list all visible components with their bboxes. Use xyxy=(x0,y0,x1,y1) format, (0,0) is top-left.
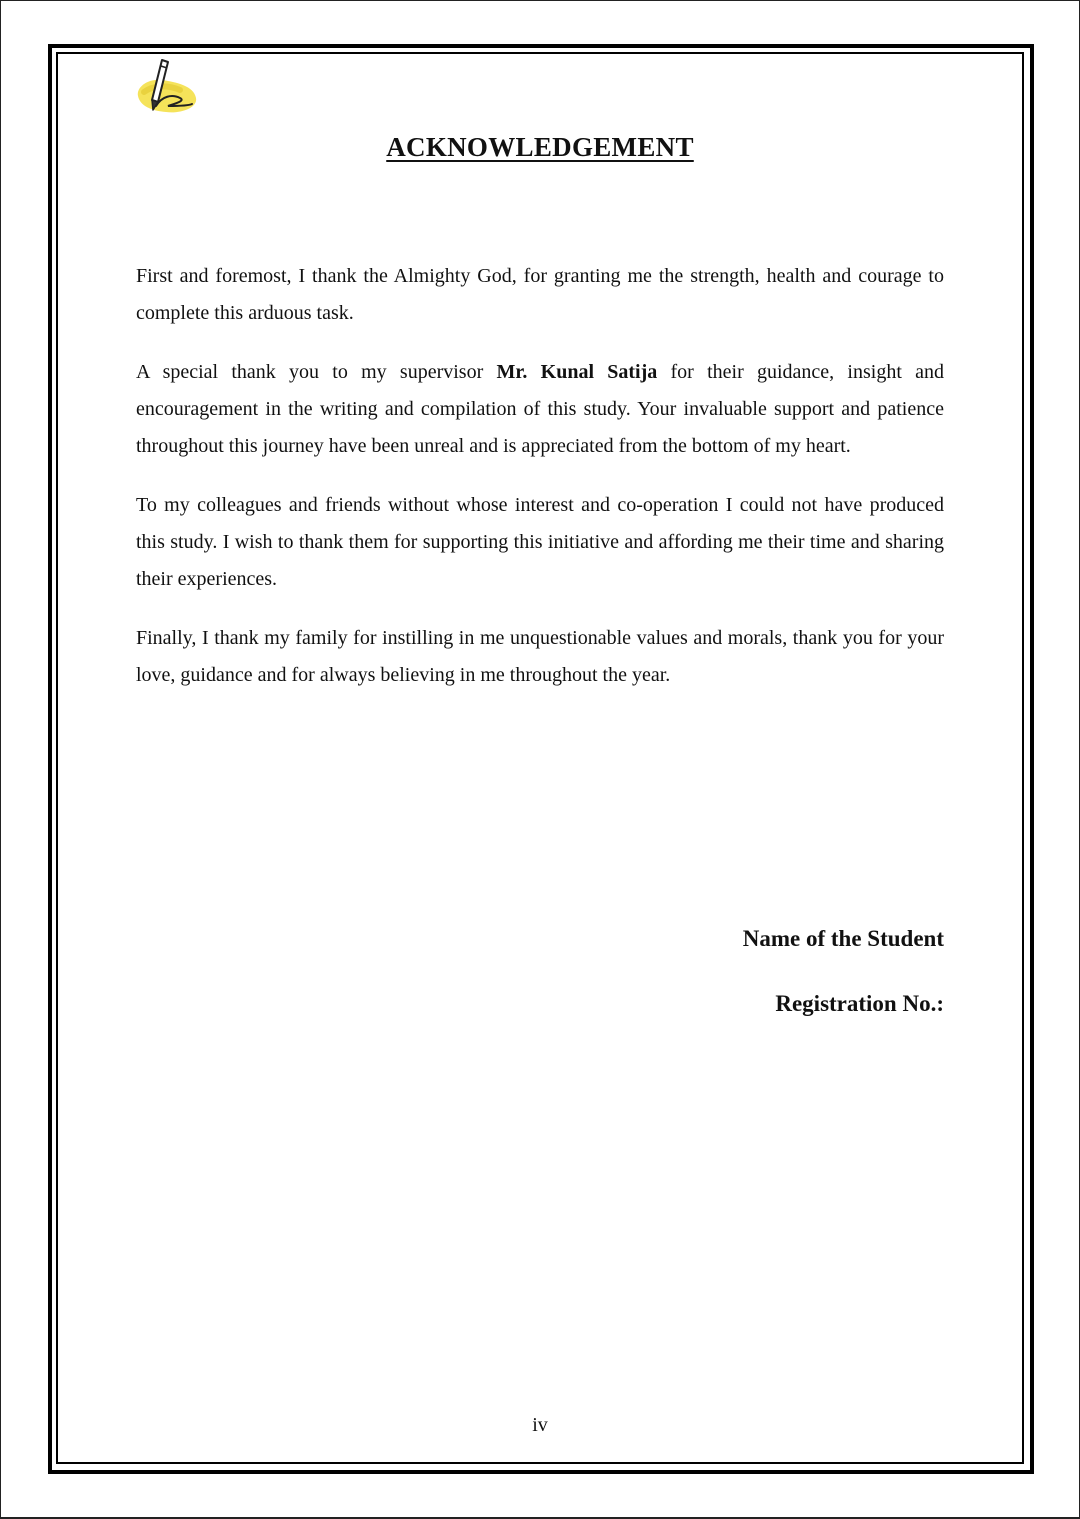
student-name-label: Name of the Student xyxy=(742,926,944,951)
registration-number-label: Registration No.: xyxy=(775,991,944,1016)
pen-writing-icon xyxy=(132,56,202,118)
acknowledgement-body xyxy=(136,258,944,716)
paragraph-2-after: for their guidance, insight and encouragement in the writing and compilation of this study. Your invaluable support and patience throughout this journey have been unreal and is appreciated from the bottom of my heart. xyxy=(136,361,944,457)
paragraph-2 xyxy=(136,354,944,465)
page-title xyxy=(0,132,1080,163)
paragraph-3: To my colleagues and friends without whose interest and co-operation I could not have produced this study. I wish to thank them for supporting this initiative and affording me their time and sharing their experiences. xyxy=(136,494,944,590)
page-title-text: ACKNOWLEDGEMENT xyxy=(386,132,694,162)
paragraph-1: First and foremost, I thank the Almighty God, for granting me the strength, health and courage to complete this arduous task. xyxy=(136,265,944,324)
paragraph-4: Finally, I thank my family for instilling in me unquestionable values and morals, thank you for your love, guidance and for always believing in me throughout the year. xyxy=(136,627,944,686)
paragraph-2-before: A special thank you to my supervisor xyxy=(136,361,497,383)
page-number: iv xyxy=(532,1414,548,1436)
supervisor-name: Mr. Kunal Satija xyxy=(496,361,658,383)
